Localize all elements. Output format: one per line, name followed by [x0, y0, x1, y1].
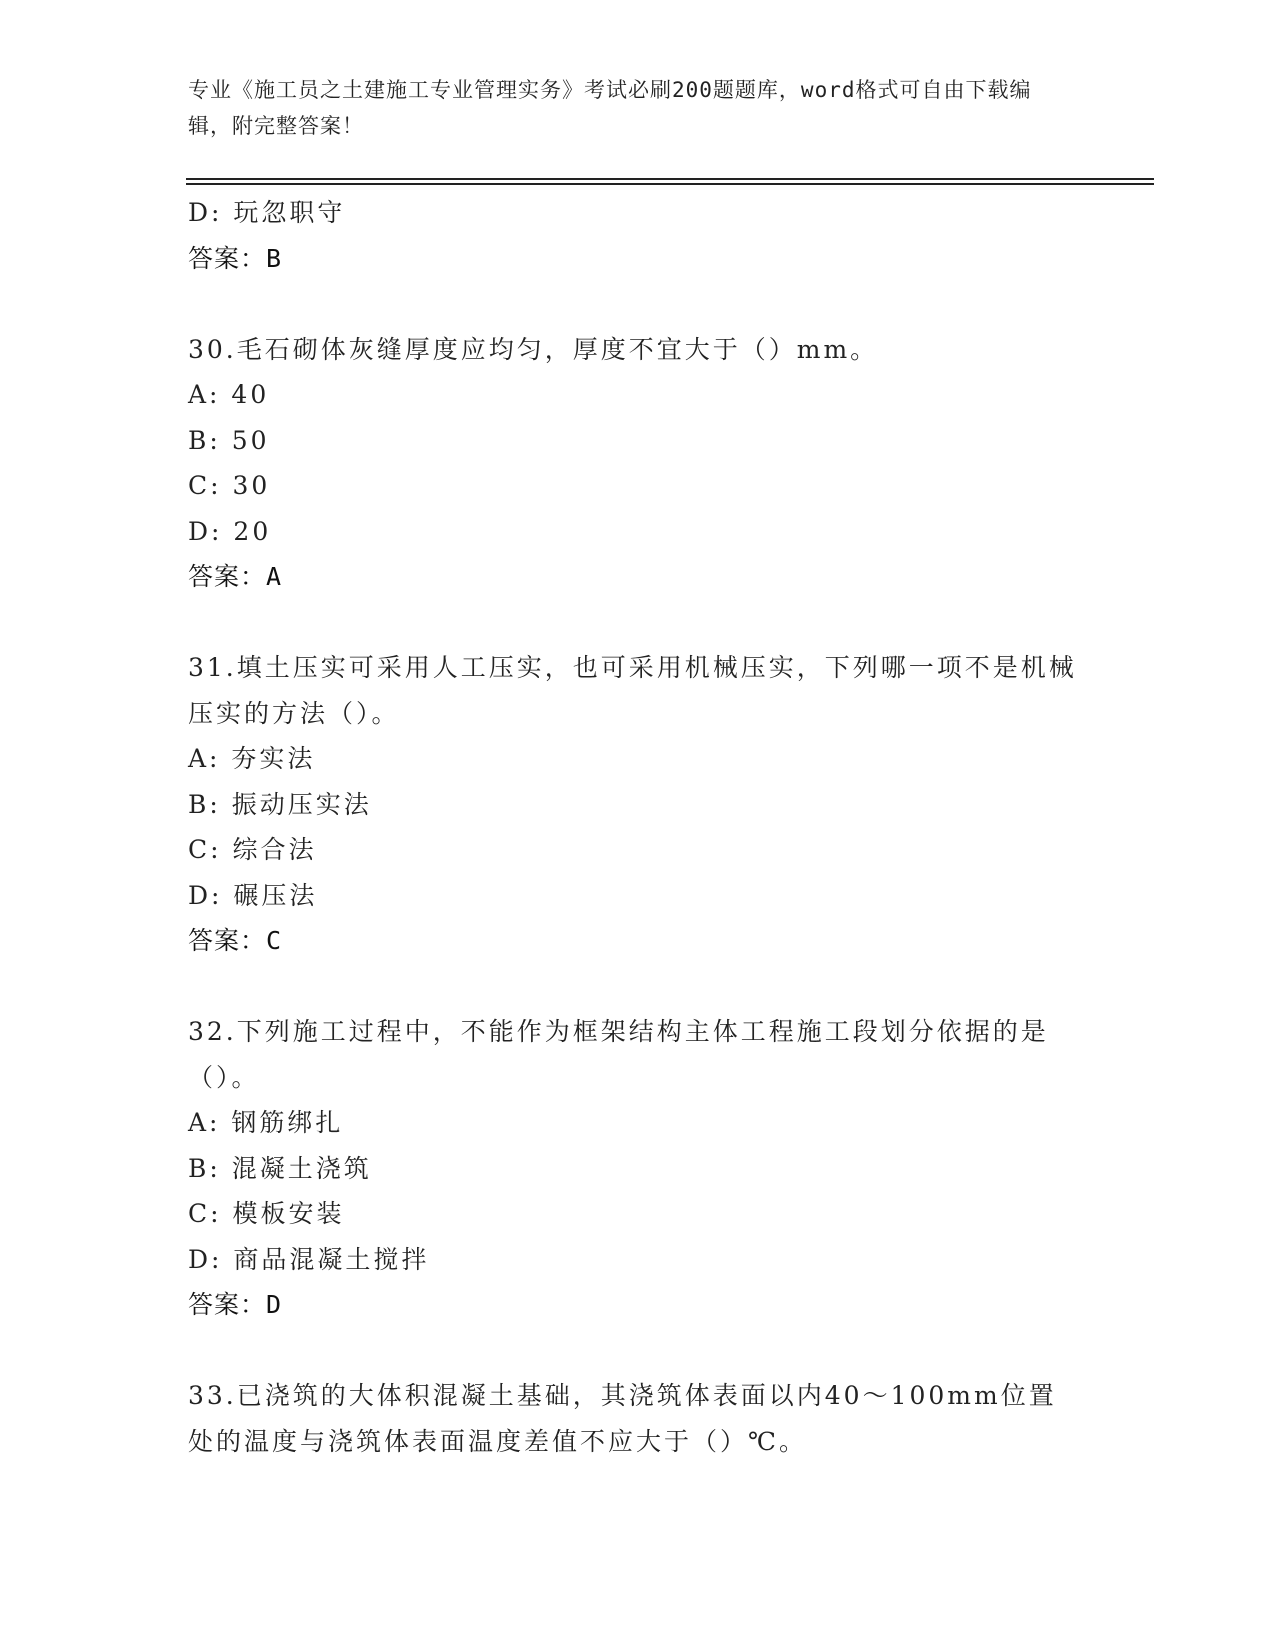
question-31: [188, 645, 1078, 964]
spacer: [188, 964, 1078, 1010]
document-header: 专业《施工员之土建施工专业管理实务》考试必刷200题题库，word格式可自由下载编辑，附完整答案！: [188, 78, 1032, 138]
answer-line: 答案：B: [188, 243, 283, 273]
option-b: B: 混凝土浇筑: [188, 1153, 372, 1183]
option-b: B: 振动压实法: [188, 789, 372, 819]
option-a: A: 夯实法: [188, 744, 316, 773]
header-rule-bottom: [186, 183, 1154, 185]
question-text: 31.填土压实可采用人工压实，也可采用机械压实，下列哪一项不是机械压实的方法（）。: [188, 653, 1077, 728]
spacer: [188, 1328, 1078, 1374]
option-b: B: 50: [188, 425, 270, 455]
option-d: D: 商品混凝土搅拌: [188, 1244, 430, 1274]
option-d: D: 20: [188, 516, 272, 546]
answer-line: 答案：D: [188, 1290, 283, 1319]
spacer: [188, 281, 1078, 327]
option-a: A: 40: [188, 380, 270, 409]
question-30: [188, 327, 1078, 600]
answer-line: 答案：C: [188, 926, 283, 955]
option-d: D: 碾压法: [188, 880, 318, 910]
question-text: 33.已浇筑的大体积混凝土基础，其浇筑体表面以内40～100mm位置处的温度与浇筑体表面温度差值不应大于（）℃。: [188, 1381, 1057, 1456]
option-c: C: 综合法: [188, 835, 317, 864]
question-33: [188, 1373, 1078, 1464]
question-text: 30.毛石砌体灰缝厚度应均匀，厚度不宜大于（）mm。: [188, 334, 879, 364]
answer-line: 答案：A: [188, 562, 283, 591]
previous-question-tail: [188, 190, 1078, 281]
question-text: 32.下列施工过程中，不能作为框架结构主体工程施工段划分依据的是（）。: [188, 1017, 1049, 1092]
option-a: A: 钢筋绑扎: [188, 1108, 344, 1137]
header-rule-top: [186, 178, 1154, 180]
option-c: C: 30: [188, 471, 271, 500]
document-body: [188, 190, 1078, 1464]
spacer: [188, 600, 1078, 646]
question-32: [188, 1009, 1078, 1328]
option-d: D: 玩忽职守: [188, 198, 346, 227]
option-c: C: 模板安装: [188, 1199, 345, 1228]
